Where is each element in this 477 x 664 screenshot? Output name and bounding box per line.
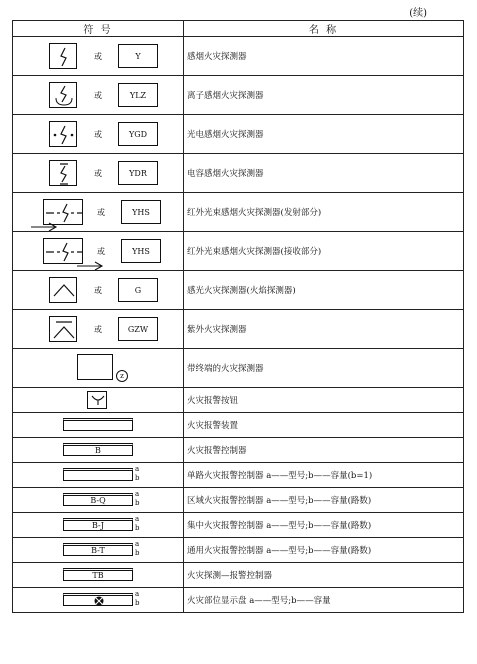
- detector-box-icon: [77, 354, 113, 380]
- code-box: G: [118, 278, 158, 302]
- or-label: 或: [97, 208, 105, 217]
- symbol-name: 火灾报警控制器: [184, 438, 464, 463]
- or-label: 或: [97, 247, 105, 256]
- symbol-name: 离子感烟火灾探测器: [184, 76, 464, 115]
- code-box: YLZ: [118, 83, 158, 107]
- or-label: 或: [94, 286, 102, 295]
- b-label: b: [135, 599, 140, 607]
- name-header: 名 称: [184, 21, 464, 37]
- code-box: YGD: [118, 122, 158, 146]
- flame-detector-icon: [49, 277, 77, 303]
- table-row: [13, 413, 464, 438]
- or-label: 或: [94, 91, 102, 100]
- central-controller-icon: B-J: [63, 518, 133, 531]
- table-row: [13, 115, 464, 154]
- symbol-name: 火灾报警装置: [184, 413, 464, 438]
- table-row: [13, 463, 464, 488]
- symbol-name: 感烟火灾探测器: [184, 37, 464, 76]
- alarm-controller-icon: B: [63, 443, 133, 456]
- ionization-smoke-detector-icon: [49, 82, 77, 108]
- symbol-table: [12, 20, 464, 613]
- a-label: a: [135, 490, 140, 498]
- or-label: 或: [94, 169, 102, 178]
- a-label: a: [135, 590, 140, 598]
- symbol-name: 通用火灾报警控制器 a——型号;b——容量(路数): [184, 538, 464, 563]
- continued-note: (续): [409, 8, 427, 19]
- location-display-panel-icon: [63, 593, 133, 606]
- b-label: b: [135, 524, 140, 532]
- table-row: [13, 438, 464, 463]
- table-row: [13, 154, 464, 193]
- a-label: a: [135, 540, 140, 548]
- symbol-name: 感光火灾探测器(火焰探测器): [184, 271, 464, 310]
- symbol-name: 火灾部位显示盘 a——型号;b——容量: [184, 588, 464, 613]
- a-label: a: [135, 465, 140, 473]
- symbol-name: 集中火灾报警控制器 a——型号;b——容量(路数): [184, 513, 464, 538]
- alarm-device-icon: [63, 418, 133, 431]
- code-box: YDR: [118, 161, 158, 185]
- arrow-icon: [31, 222, 61, 232]
- table-row: [13, 271, 464, 310]
- table-row: [13, 76, 464, 115]
- symbol-name: 红外光束感烟火灾探测器(发射部分): [184, 193, 464, 232]
- single-loop-controller-icon: [63, 468, 133, 481]
- code-box: Y: [118, 44, 158, 68]
- table-row: [13, 388, 464, 413]
- b-label: b: [135, 499, 140, 507]
- or-label: 或: [94, 52, 102, 61]
- symbol-name: 光电感烟火灾探测器: [184, 115, 464, 154]
- symbol-name: 电容感烟火灾探测器: [184, 154, 464, 193]
- table-row: [13, 488, 464, 513]
- alarm-button-icon: [87, 391, 107, 409]
- code-box: GZW: [118, 317, 158, 341]
- detection-controller-icon: TB: [63, 568, 133, 581]
- symbol-header: 符 号: [13, 21, 184, 37]
- symbol-name: 红外光束感烟火灾探测器(接收部分): [184, 232, 464, 271]
- photoelectric-smoke-detector-icon: [49, 121, 77, 147]
- regional-controller-icon: B-Q: [63, 493, 133, 506]
- or-label: 或: [94, 130, 102, 139]
- table-row: [13, 193, 464, 232]
- table-row: [13, 513, 464, 538]
- b-label: b: [135, 549, 140, 557]
- uv-detector-icon: [49, 316, 77, 342]
- table-row: [13, 563, 464, 588]
- b-label: b: [135, 474, 140, 482]
- symbol-name: 带终端的火灾探测器: [184, 349, 464, 388]
- table-row: [13, 538, 464, 563]
- symbol-name: 火灾报警按钮: [184, 388, 464, 413]
- table-row: [13, 349, 464, 388]
- or-label: 或: [94, 325, 102, 334]
- symbol-name: 单路火灾报警控制器 a——型号;b——容量(b=1): [184, 463, 464, 488]
- code-box: YHS: [121, 239, 161, 263]
- table-row: [13, 310, 464, 349]
- a-label: a: [135, 515, 140, 523]
- header-row: [13, 21, 464, 37]
- table-row: [13, 232, 464, 271]
- arrow-icon: [77, 261, 107, 271]
- symbol-name: 火灾探测—报警控制器: [184, 563, 464, 588]
- capacitance-smoke-detector-icon: [49, 160, 77, 186]
- table-row: [13, 37, 464, 76]
- symbol-name: 紫外火灾探测器: [184, 310, 464, 349]
- table-row: [13, 588, 464, 613]
- symbol-name: 区域火灾报警控制器 a——型号;b——容量(路数): [184, 488, 464, 513]
- universal-controller-icon: B-T: [63, 543, 133, 556]
- code-box: YHS: [121, 200, 161, 224]
- terminal-icon: z: [116, 370, 128, 382]
- smoke-detector-icon: [49, 43, 77, 69]
